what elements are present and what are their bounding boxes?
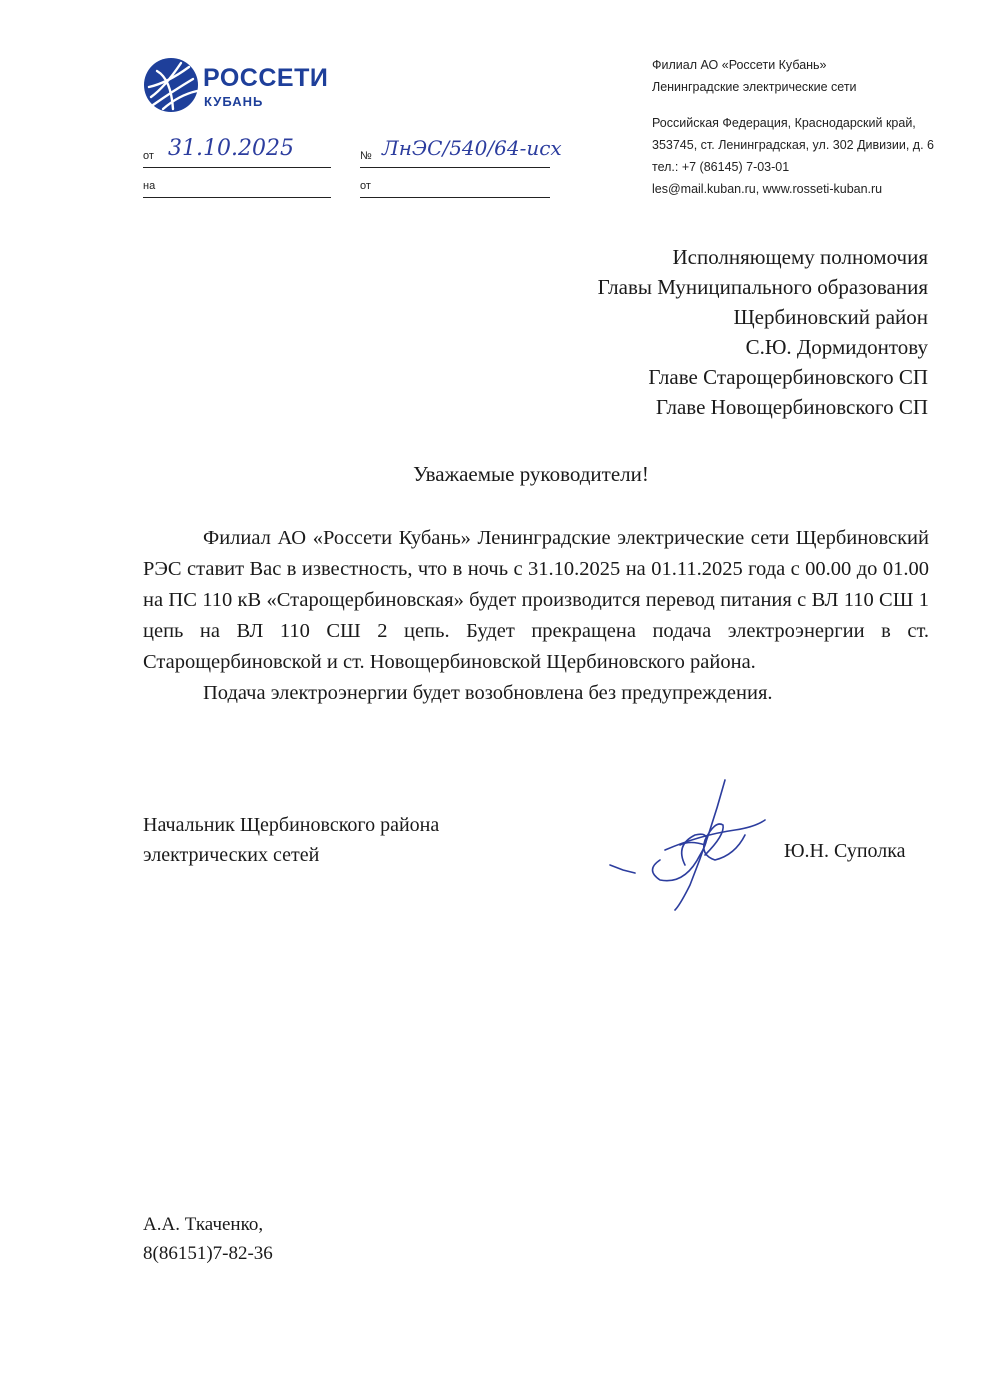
addressee-line: Исполняющему полномочия	[672, 245, 928, 269]
org-name: Филиал АО «Россети Кубань»	[652, 58, 827, 72]
org-contacts: les@mail.kuban.ru, www.rosseti-kuban.ru	[652, 182, 883, 196]
executor-name: А.А. Ткаченко,	[143, 1214, 264, 1235]
outgoing-number: ЛнЭС/540/64-исх	[382, 136, 562, 160]
from-date-line	[143, 167, 331, 168]
signatory-title-line2: электрических сетей	[143, 844, 320, 866]
number-from-line	[360, 197, 550, 198]
number-from-label: от	[360, 180, 371, 192]
addressee-line: Щербиновский район	[733, 305, 928, 329]
on-line	[143, 197, 331, 198]
signatory-name: Ю.Н. Суполка	[784, 840, 906, 862]
addressee-block	[598, 242, 928, 422]
greeting: Уважаемые руководители!	[413, 462, 649, 486]
logo-name: РОССЕТИ	[203, 64, 329, 92]
org-address-line2: 353745, ст. Ленинградская, ул. 302 Дивизии, д. 6	[652, 138, 935, 152]
signatory-title	[143, 810, 439, 870]
org-address-line1: Российская Федерация, Краснодарский край,	[652, 116, 916, 130]
rosseti-logo-icon	[143, 57, 199, 113]
from-label: от	[143, 150, 154, 162]
from-date: 31.10.2025	[168, 136, 294, 161]
signatory-title-line1: Начальник Щербиновского района	[143, 814, 440, 836]
number-label: №	[360, 150, 372, 162]
org-phone: тел.: +7 (86145) 7-03-01	[652, 160, 790, 174]
executor-phone: 8(86151)7-82-36	[143, 1243, 273, 1264]
on-label: на	[143, 180, 156, 192]
logo-region: КУБАНЬ	[204, 94, 264, 109]
addressee-line: Главы Муниципального образования	[597, 275, 928, 299]
body-paragraph: Филиал АО «Россети Кубань» Ленинградские электрические сети Щербиновский РЭС ставит Вас в известность, что в ночь с 31.10.2025 на 01.11.2025 года с 00.00 до 01.00 на ПС 110 кВ «Старощербиновская» будет производится перевод питания с ВЛ 110 СШ 1 цепь на ВЛ 110 СШ 2 цепь. Будет прекращена подача электроэнергии в ст. Старощербиновской и ст. Новощербиновской Щербиновского района.	[143, 527, 929, 673]
addressee-line: С.Ю. Дормидонтову	[745, 335, 928, 359]
executor-info	[143, 1210, 273, 1268]
number-line	[360, 167, 550, 168]
addressee-line: Главе Старощербиновского СП	[648, 365, 928, 389]
letter-body	[143, 523, 929, 709]
org-branch: Ленинградские электрические сети	[652, 80, 857, 94]
body-paragraph: Подача электроэнергии будет возобновлена без предупреждения.	[203, 682, 773, 704]
handwritten-signature-icon	[605, 775, 775, 915]
addressee-line: Главе Новощербиновского СП	[655, 395, 928, 419]
